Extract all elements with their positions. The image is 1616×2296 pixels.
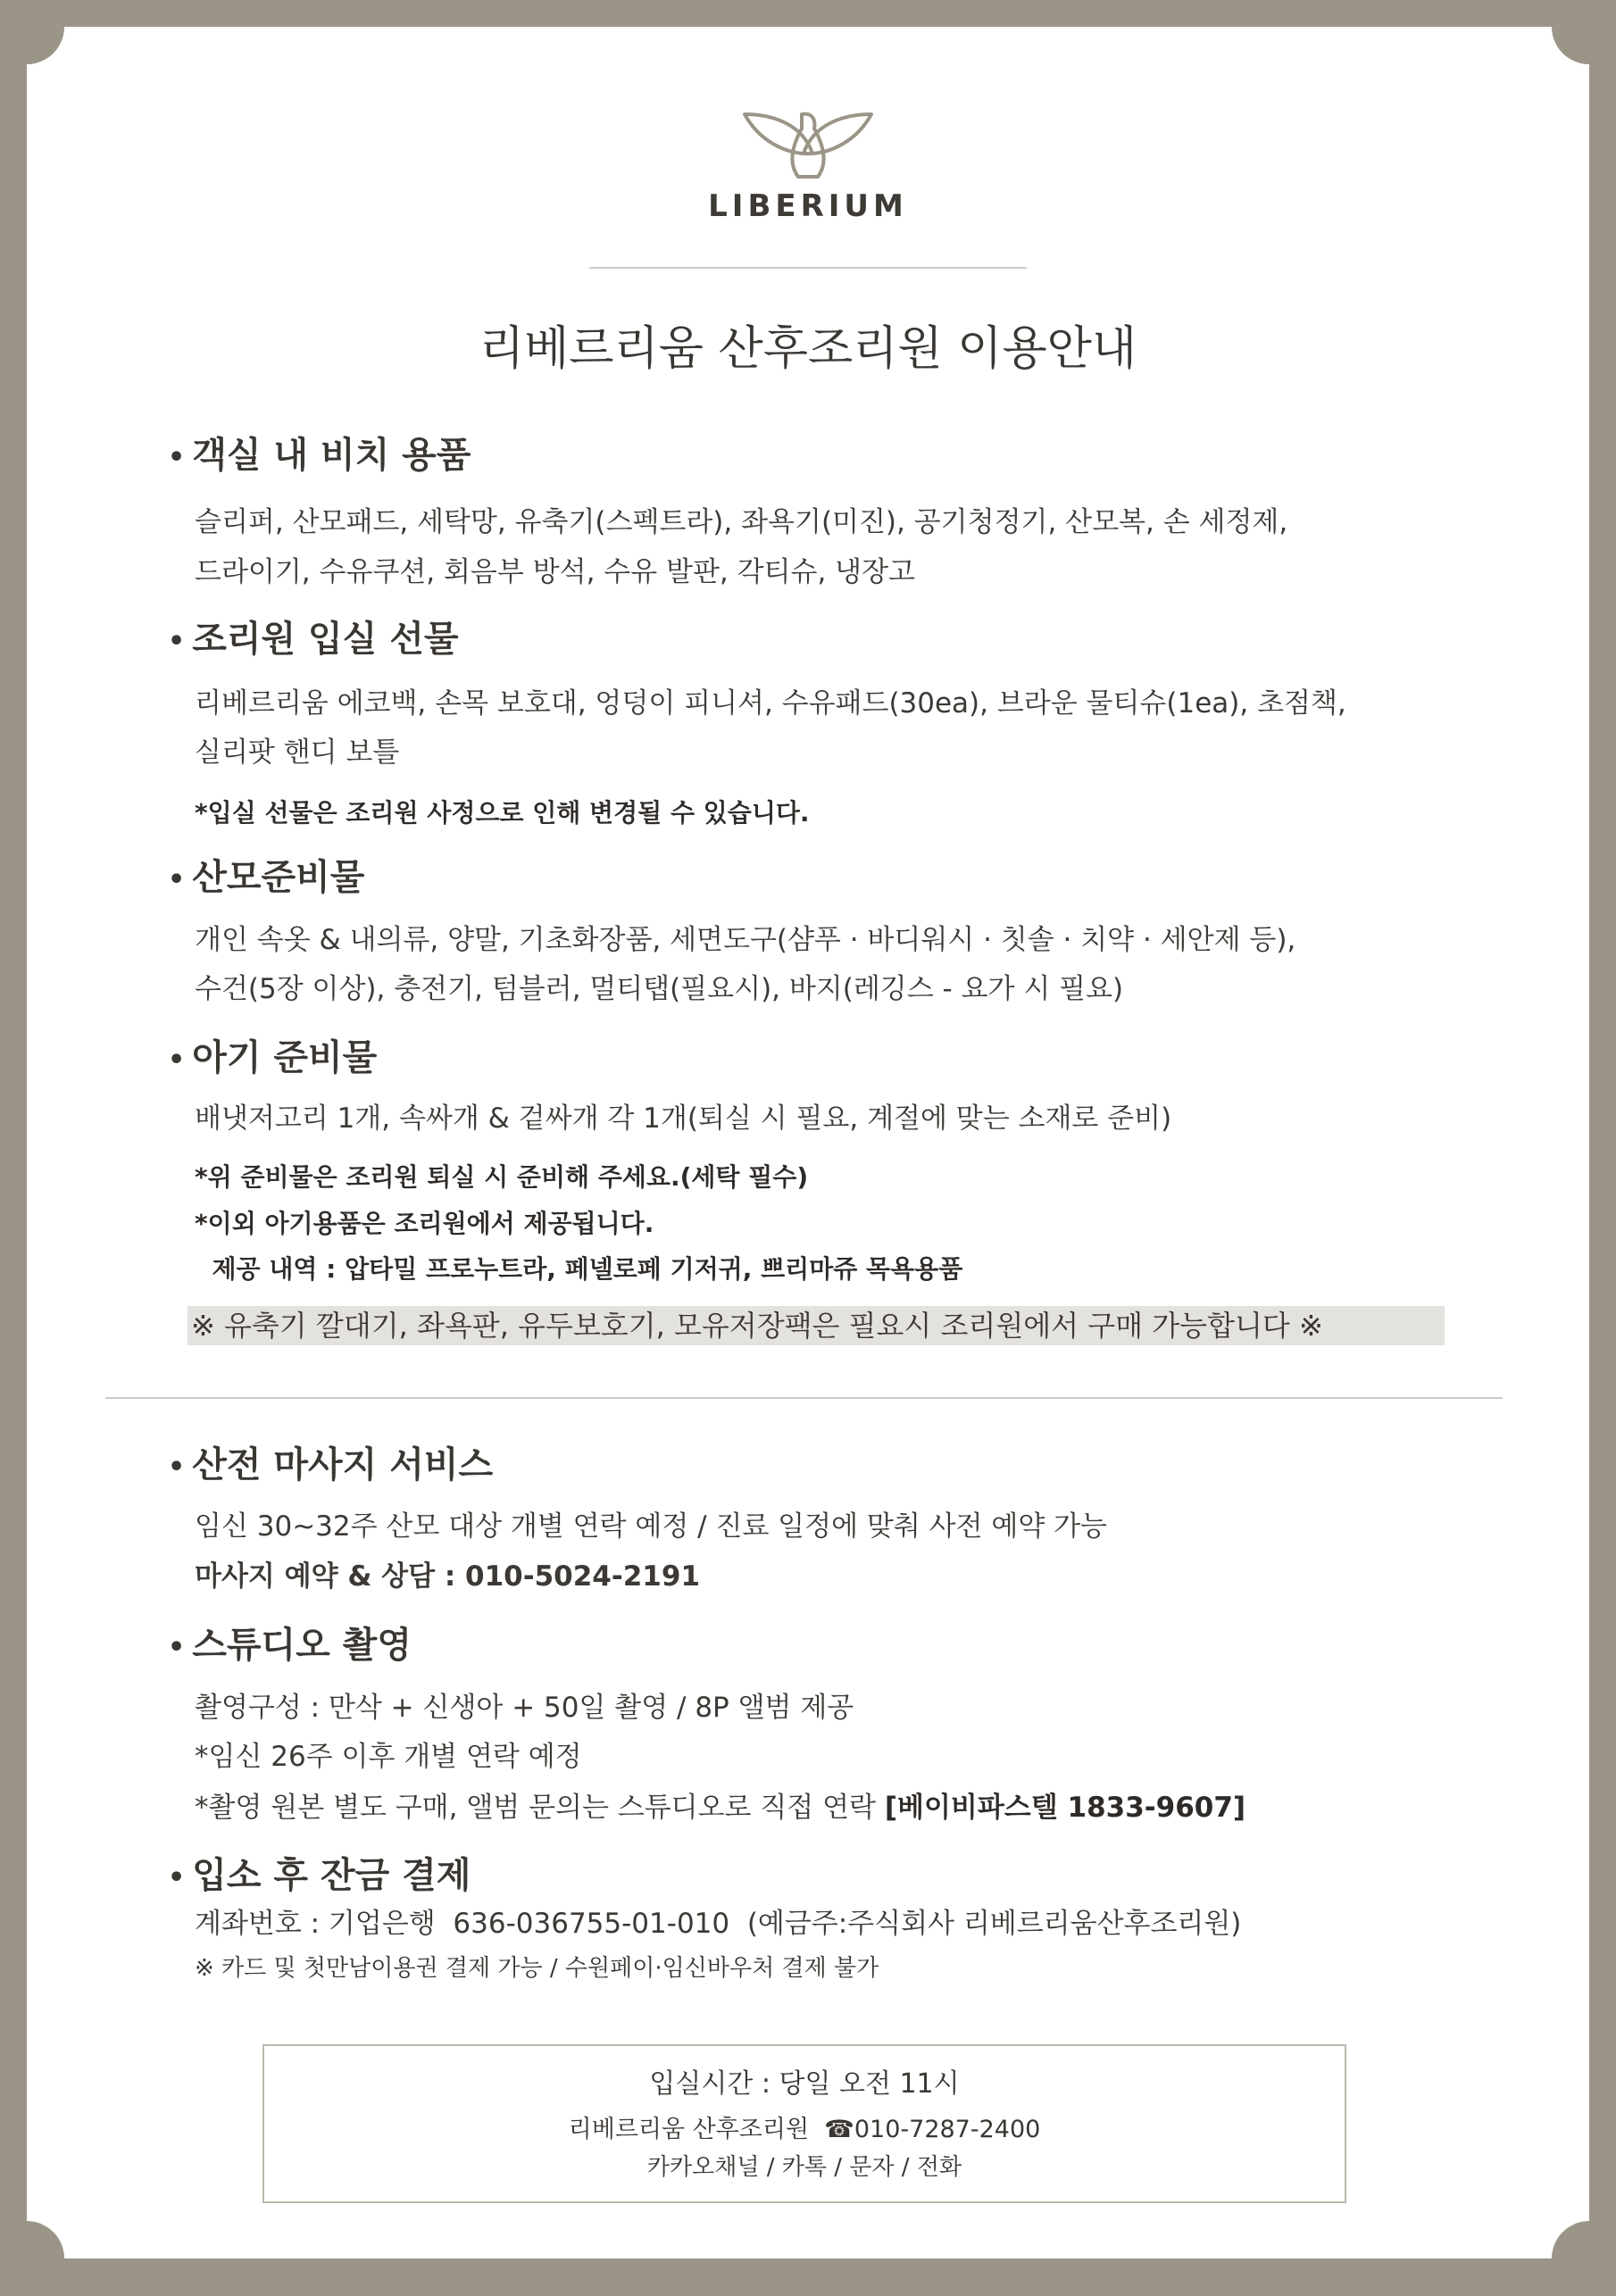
payment-note: ※ 카드 및 첫만남이용권 결제 가능 / 수원페이·임신바우처 결제 불가: [195, 1955, 879, 1982]
studio-contact: [베이비파스텔 1833-9607]: [884, 1792, 1246, 1824]
bullet-icon: •: [168, 864, 186, 895]
account-line: 계좌번호 : 기업은행 636-036755-01-010 (예금주:주식회사 리베르리움산후조리원): [195, 1908, 1242, 1940]
body-line: 드라이기, 수유쿠션, 회음부 방석, 수유 발판, 각티슈, 냉장고: [195, 556, 916, 588]
body-line: 임신 30~32주 산모 대상 개별 연락 예정 / 진료 일정에 맞춰 사전 예약 가능: [195, 1510, 1108, 1543]
page-title: 리베르리움 산후조리원 이용안내: [479, 322, 1137, 376]
section-heading: • 산전 마사지 서비스: [168, 1443, 494, 1485]
note-line: *위 준비물은 조리원 퇴실 시 준비해 주세요.(세탁 필수): [195, 1162, 809, 1192]
note-line: 제공 내역 : 압타밀 프로누트라, 페넬로페 기저귀, 쁘리마쥬 목욕용품: [195, 1254, 963, 1284]
phone-icon: ☎: [824, 2116, 854, 2143]
section-heading: • 객실 내 비치 용품: [168, 434, 471, 476]
purchase-notice-highlight: ※ 유축기 깔대기, 좌욕판, 유두보호기, 모유저장팩은 필요시 조리원에서 구매 가능합니다 ※: [187, 1306, 1445, 1345]
section-heading: • 스튜디오 촬영: [168, 1624, 412, 1666]
section-heading: • 입소 후 잔금 결제: [168, 1854, 471, 1896]
title-divider: [589, 267, 1027, 269]
massage-contact: 마사지 예약 & 상담 : 010-5024-2191: [195, 1560, 701, 1593]
section-divider: [105, 1397, 1503, 1399]
bullet-icon: •: [168, 626, 186, 657]
body-line: 개인 속옷 & 내의류, 양말, 기초화장품, 세면도구(샴푸 · 바디워시 · 칫솔 · 치약 · 세안제 등),: [195, 924, 1296, 956]
bullet-icon: •: [168, 1452, 186, 1483]
note-line: *이외 아기용품은 조리원에서 제공됩니다.: [195, 1209, 654, 1238]
section-heading: • 산모준비물: [168, 856, 365, 898]
body-line: 리베르리움 에코백, 손목 보호대, 엉덩이 피니셔, 수유패드(30ea), 브라운 물티슈(1ea), 초점책,: [195, 687, 1346, 720]
bird-logo-icon: [741, 109, 875, 184]
brand-logo-text: LIBERIUM: [708, 188, 908, 224]
corner-notch: [1552, 2221, 1616, 2296]
bullet-icon: •: [168, 1632, 186, 1663]
contact-line: 리베르리움 산후조리원 ☎010-7287-2400: [568, 2116, 1041, 2143]
body-line: 촬영구성 : 만삭 + 신생아 + 50일 촬영 / 8P 앨범 제공: [195, 1692, 854, 1724]
bullet-icon: •: [168, 442, 186, 473]
body-line: *촬영 원본 별도 구매, 앨범 문의는 스튜디오로 직접 연락 [베이비파스텔 1833-9607]: [195, 1792, 1246, 1824]
bullet-icon: •: [168, 1862, 186, 1893]
phone-number[interactable]: 010-7287-2400: [854, 2116, 1041, 2143]
note-line: *입실 선물은 조리원 사정으로 인해 변경될 수 있습니다.: [195, 798, 810, 828]
body-line: 실리팟 핸디 보틀: [195, 736, 400, 769]
body-line: 배냇저고리 1개, 속싸개 & 겉싸개 각 1개(퇴실 시 필요, 계절에 맞는 소재로 준비): [195, 1102, 1172, 1135]
body-line: *임신 26주 이후 개별 연락 예정: [195, 1741, 582, 1773]
section-heading: • 아기 준비물: [168, 1036, 378, 1078]
body-line: 슬리퍼, 산모패드, 세탁망, 유축기(스펙트라), 좌욕기(미진), 공기청정기, 산모복, 손 세정제,: [195, 506, 1288, 538]
bullet-icon: •: [168, 1044, 186, 1076]
body-line: 수건(5장 이상), 충전기, 텀블러, 멀티탭(필요시), 바지(레깅스 - 요가 시 필요): [195, 973, 1124, 1005]
checkin-time: 입실시간 : 당일 오전 11시: [649, 2068, 960, 2100]
section-heading: • 조리원 입실 선물: [168, 618, 459, 660]
contact-channels: 카카오채널 / 카톡 / 문자 / 전화: [646, 2154, 962, 2181]
